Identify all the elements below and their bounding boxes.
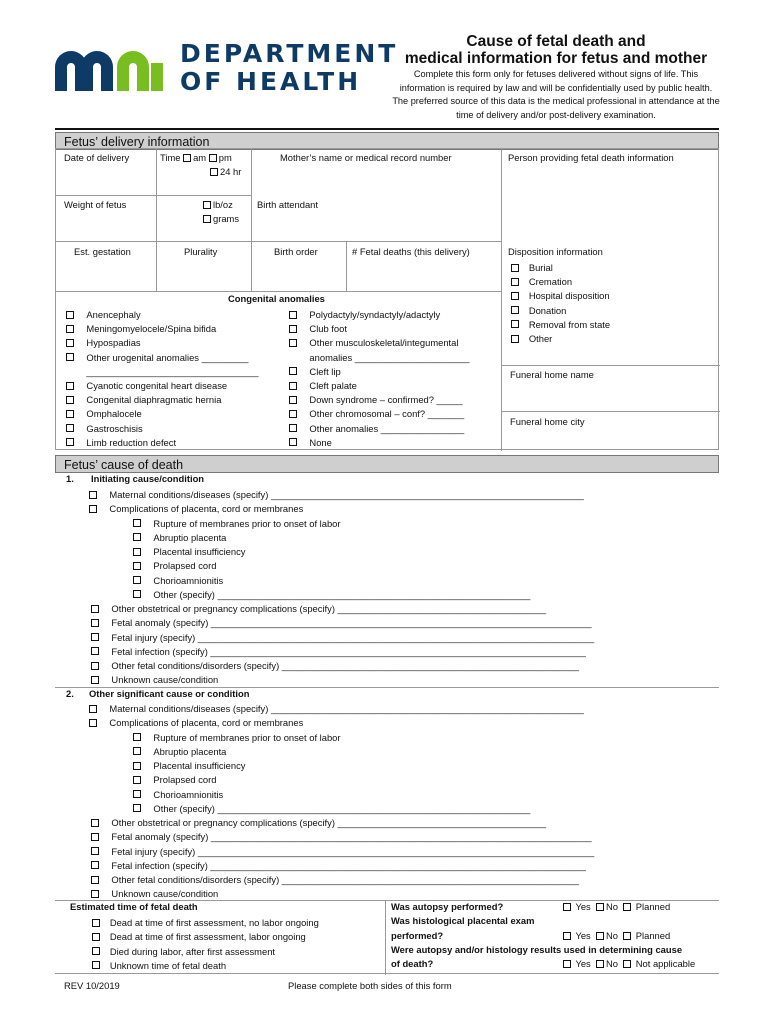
anomaly-item[interactable] [66, 308, 258, 322]
anomaly-item-label: Meningomyelocele/Spina bifida [86, 323, 217, 335]
disposition-options [511, 261, 610, 346]
histology-planned-checkbox[interactable] [623, 932, 631, 940]
anomaly-item[interactable] [289, 308, 469, 322]
anomaly-item-label: Other chromosomal – conf? _______ [309, 408, 465, 420]
anomaly-item-label: Other urogenital anomalies _________ [86, 351, 249, 363]
birth-attendant-label: Birth attendant [257, 199, 318, 210]
checkbox[interactable] [66, 396, 74, 404]
checkbox[interactable] [289, 410, 297, 418]
anomaly-item[interactable] [66, 436, 258, 450]
checkbox[interactable] [133, 762, 141, 770]
checkbox[interactable] [289, 367, 297, 375]
checkbox[interactable] [133, 790, 141, 798]
footer-note: Please complete both sides of this form [288, 980, 452, 991]
date-of-delivery-label: Date of delivery [64, 152, 130, 163]
anomaly-item-label: _________________________________ [86, 365, 259, 377]
anomaly-item-label: Cleft palate [309, 380, 357, 392]
anomaly-item[interactable] [66, 379, 258, 393]
results-yes-checkbox[interactable] [563, 960, 571, 968]
cause-item[interactable] [89, 845, 594, 859]
checkbox[interactable] [66, 382, 74, 390]
anomaly-item [66, 365, 258, 379]
divider [55, 128, 719, 130]
histology-question-line2: performed? [391, 930, 444, 941]
grams-checkbox[interactable] [203, 215, 211, 223]
checkbox[interactable] [91, 819, 99, 827]
placenta-subitem[interactable] [89, 802, 594, 816]
timing-option[interactable]: Died during labor, after first assessment [92, 945, 319, 959]
anomaly-item-label: Polydactyly/syndactyly/adactyly [309, 309, 441, 320]
placenta-subitem-label: Rupture of membranes prior to onset of labor [153, 731, 341, 743]
checkbox[interactable] [91, 662, 99, 670]
anomaly-item-label: Down syndrome – confirmed? _____ [309, 394, 463, 406]
cause-item-label: Maternal conditions/diseases (specify) ____________________________________________________________ [109, 703, 584, 714]
checkbox[interactable] [133, 733, 141, 741]
cause-item[interactable] [89, 716, 594, 730]
results-na-checkbox[interactable] [623, 960, 631, 968]
checkbox[interactable] [91, 861, 99, 869]
placenta-subitem-label: Abruptio placenta [153, 531, 227, 543]
24hr-option: 24 hr [210, 167, 241, 178]
placenta-subitem-label: Other (specify) ____________________________________________________________ [153, 802, 531, 814]
section-heading-cause: Fetus’ cause of death [55, 455, 719, 473]
checkbox[interactable] [133, 747, 141, 755]
cause-item[interactable] [89, 659, 594, 673]
anomaly-item[interactable] [289, 393, 469, 407]
checkbox[interactable] [91, 605, 99, 613]
cause-item-label: Fetal injury (specify) ____________________________________________________________________________ [111, 631, 595, 643]
placenta-subitem-label: Chorioamnionitis [153, 788, 224, 800]
section1-title: Initiating cause/condition [91, 473, 205, 484]
disposition-option[interactable]: Cremation [511, 275, 610, 289]
placenta-subitem-label: Abruptio placenta [153, 745, 227, 757]
anomaly-item[interactable] [66, 322, 258, 336]
placenta-subitem-label: Rupture of membranes prior to onset of labor [153, 517, 341, 529]
checkbox[interactable] [133, 562, 141, 570]
histology-no-checkbox[interactable] [596, 932, 604, 940]
cause-item-label: Fetal anomaly (specify) _________________________________________________________________________ [111, 617, 592, 629]
mn-logo [55, 45, 167, 93]
placenta-subitem-label: Prolapsed cord [153, 774, 217, 786]
anomaly-item[interactable] [66, 407, 258, 421]
placenta-subitem[interactable] [89, 731, 594, 745]
am-checkbox[interactable] [183, 154, 191, 162]
cause-item-label: Fetal injury (specify) ____________________________________________________________________________ [111, 845, 595, 857]
checkbox[interactable] [66, 353, 74, 361]
cause-item[interactable] [89, 602, 594, 616]
anomalies-left-list [66, 308, 258, 450]
disposition-option[interactable]: Other [511, 332, 610, 346]
disposition-option[interactable]: Removal from state [511, 318, 610, 332]
anomaly-item[interactable] [289, 422, 469, 436]
checkbox[interactable] [133, 519, 141, 527]
anomaly-item-label: Omphalocele [86, 408, 142, 420]
placenta-subitem[interactable] [89, 745, 594, 759]
cause-item-label: Complications of placenta, cord or membranes [109, 503, 304, 515]
checkbox[interactable] [289, 339, 297, 347]
cause-item-label: Fetal infection (specify) ________________________________________________________________________ [111, 859, 586, 871]
anomaly-item[interactable] [66, 393, 258, 407]
anomaly-item[interactable] [66, 351, 258, 365]
anomaly-item[interactable] [289, 379, 469, 393]
histology-question-line1: Was histological placental exam [391, 915, 535, 926]
cause-item-label: Maternal conditions/diseases (specify) ____________________________________________________________ [109, 489, 584, 500]
placenta-subitem[interactable] [89, 759, 594, 773]
autopsy-question: Was autopsy performed? [391, 901, 504, 912]
anomaly-item-label: Limb reduction defect [86, 436, 177, 448]
checkbox[interactable] [91, 676, 99, 684]
cause-item[interactable] [89, 702, 594, 716]
cause-item-label: Fetal anomaly (specify) _________________________________________________________________________ [111, 831, 592, 843]
anomaly-item[interactable] [289, 336, 469, 350]
cause-item[interactable] [89, 645, 594, 659]
autopsy-yes-checkbox[interactable] [563, 903, 571, 911]
cause-item[interactable] [89, 673, 594, 687]
cause-item-label: Other fetal conditions/disorders (specify) _________________________________________________________ [111, 660, 579, 671]
timing-heading: Estimated time of fetal death [70, 901, 198, 912]
timing-option[interactable]: Dead at time of first assessment, no labor ongoing [92, 916, 319, 930]
checkbox[interactable] [91, 833, 99, 841]
checkbox[interactable] [91, 619, 99, 627]
funeral-home-city-label: Funeral home city [510, 416, 585, 427]
histology-answers: Yes No Planned [563, 931, 670, 942]
timing-options [92, 916, 319, 973]
checkbox[interactable] [289, 325, 297, 333]
checkbox[interactable] [289, 382, 297, 390]
checkbox[interactable] [66, 438, 74, 446]
checkbox[interactable] [133, 576, 141, 584]
lboz-checkbox[interactable] [203, 201, 211, 209]
checkbox[interactable] [289, 438, 297, 446]
department-name: DEPARTMENT OF HEALTH [180, 39, 399, 96]
anomaly-item-label: Club foot [309, 323, 347, 335]
cause-item[interactable] [89, 502, 594, 516]
timing-option[interactable]: Dead at time of first assessment, labor ongoing [92, 930, 319, 944]
birth-order-label: Birth order [274, 246, 318, 257]
checkbox[interactable] [133, 776, 141, 784]
cause-item-label: Unknown cause/condition [111, 674, 219, 686]
lboz-option: lb/oz [203, 200, 233, 211]
cause-item-label: Unknown cause/condition [111, 888, 219, 900]
autopsy-answers: Yes No Planned [563, 902, 670, 913]
anomaly-item[interactable] [289, 407, 469, 421]
person-providing-label: Person providing fetal death information [508, 152, 674, 163]
disposition-option[interactable]: Burial [511, 261, 610, 275]
placenta-subitem[interactable] [89, 517, 594, 531]
checkbox[interactable] [289, 424, 297, 432]
section2-number: 2. [66, 688, 74, 699]
placenta-subitem[interactable] [89, 574, 594, 588]
histology-yes-checkbox[interactable] [563, 932, 571, 940]
checkbox[interactable] [91, 633, 99, 641]
cause-item[interactable] [89, 816, 594, 830]
disposition-option[interactable]: Donation [511, 304, 610, 318]
revision-label: REV 10/2019 [64, 980, 120, 991]
cause-item-label: Other obstetrical or pregnancy complications (specify) ________________________________________ [111, 603, 547, 614]
checkbox[interactable] [66, 410, 74, 418]
checkbox[interactable] [66, 339, 74, 347]
section-heading-delivery: Fetus’ delivery information [55, 132, 719, 150]
grams-option: grams [203, 214, 239, 225]
checkbox[interactable] [133, 548, 141, 556]
placenta-subitem[interactable] [89, 559, 594, 573]
anomalies-heading: Congenital anomalies [228, 293, 325, 304]
placenta-subitem-label: Placental insufficiency [153, 760, 246, 771]
24hr-checkbox[interactable] [210, 168, 218, 176]
anomaly-item-label: Anencephaly [86, 309, 141, 320]
anomalies-right-list [289, 308, 469, 450]
anomaly-item-label: anomalies ______________________ [309, 351, 470, 363]
funeral-home-name-label: Funeral home name [510, 369, 594, 380]
anomaly-item-label: Congenital diaphragmatic hernia [86, 394, 222, 406]
placenta-subitem-label: Chorioamnionitis [153, 574, 224, 586]
form-title: Cause of fetal death and medical information for fetus and mother [404, 33, 708, 67]
disposition-option[interactable]: Hospital disposition [511, 289, 610, 303]
results-answers: Yes No Not applicable [563, 959, 695, 970]
checkbox[interactable] [289, 396, 297, 404]
anomaly-item-label: None [309, 436, 332, 448]
checkbox[interactable] [89, 705, 97, 713]
checkbox[interactable] [133, 533, 141, 541]
placenta-subitem[interactable] [89, 531, 594, 545]
checkbox[interactable] [66, 325, 74, 333]
checkbox[interactable] [89, 491, 97, 499]
cause-item[interactable] [89, 830, 594, 844]
autopsy-planned-checkbox[interactable] [623, 903, 631, 911]
cause1-list [89, 488, 594, 688]
anomaly-item-label: Other musculoskeletal/integumental [309, 337, 459, 349]
anomaly-item[interactable] [289, 436, 469, 450]
checkbox[interactable] [91, 890, 99, 898]
checkbox[interactable] [91, 876, 99, 884]
section2-title: Other significant cause or condition [89, 688, 250, 699]
checkbox[interactable] [66, 424, 74, 432]
anomaly-item-label: Cyanotic congenital heart disease [86, 380, 228, 392]
checkbox[interactable] [89, 719, 97, 727]
anomaly-item-label: Other anomalies ________________ [309, 422, 465, 434]
anomaly-item-label: Gastroschisis [86, 422, 143, 434]
checkbox[interactable] [89, 505, 97, 513]
cause-item[interactable] [89, 616, 594, 630]
anomaly-item[interactable] [66, 422, 258, 436]
checkbox[interactable] [289, 311, 297, 319]
anomaly-item-label: Hypospadias [86, 337, 141, 349]
cause-item-label: Complications of placenta, cord or membranes [109, 717, 304, 729]
gestation-label: Est. gestation [74, 246, 131, 257]
anomaly-item-label: Cleft lip [309, 365, 341, 377]
cause-item-label: Other obstetrical or pregnancy complications (specify) ________________________________________ [111, 817, 547, 828]
cause2-list [89, 702, 594, 902]
results-question-line1: Were autopsy and/or histology results used in determining cause [391, 944, 683, 955]
placenta-subitem[interactable] [89, 588, 594, 602]
placenta-subitem-label: Placental insufficiency [153, 546, 246, 557]
anomaly-item[interactable] [66, 336, 258, 350]
anomaly-item[interactable] [289, 322, 469, 336]
placenta-subitem[interactable] [89, 788, 594, 802]
checkbox[interactable] [133, 804, 141, 812]
cause-item-label: Fetal infection (specify) ________________________________________________________________________ [111, 645, 586, 657]
cause-item[interactable] [89, 873, 594, 887]
anomaly-item [289, 351, 469, 365]
mother-name-label: Mother’s name or medical record number [280, 152, 452, 163]
checkbox[interactable] [66, 311, 74, 319]
form-intro: Complete this form only for fetuses delivered without signs of life. This information is required by law and will be confidentially used by public health. The preferred source of this data is the medical professional in attendance at the time of delivery and/or post-delivery examination. [392, 69, 720, 120]
timing-option[interactable]: Unknown time of fetal death [92, 959, 319, 973]
checkbox[interactable] [91, 647, 99, 655]
disposition-label: Disposition information [508, 246, 603, 257]
anomaly-item[interactable] [289, 365, 469, 379]
placenta-subitem[interactable] [89, 773, 594, 787]
fetal-deaths-label: # Fetal deaths (this delivery) [352, 246, 470, 257]
pm-checkbox[interactable] [209, 154, 217, 162]
plurality-label: Plurality [184, 246, 218, 257]
autopsy-no-checkbox[interactable] [596, 903, 604, 911]
placenta-subitem[interactable] [89, 545, 594, 559]
results-no-checkbox[interactable] [596, 960, 604, 968]
cause-item[interactable] [89, 631, 594, 645]
cause-item[interactable] [89, 488, 594, 502]
checkbox[interactable] [91, 847, 99, 855]
placenta-subitem-label: Other (specify) ____________________________________________________________ [153, 588, 531, 600]
time-field: Time am pm [160, 152, 232, 163]
checkbox[interactable] [133, 590, 141, 598]
results-question-line2: of death? [391, 958, 434, 969]
section1-number: 1. [66, 473, 74, 484]
cause-item[interactable] [89, 859, 594, 873]
cause-item-label: Other fetal conditions/disorders (specify) _________________________________________________________ [111, 874, 579, 885]
weight-label: Weight of fetus [64, 199, 127, 210]
placenta-subitem-label: Prolapsed cord [153, 560, 217, 572]
